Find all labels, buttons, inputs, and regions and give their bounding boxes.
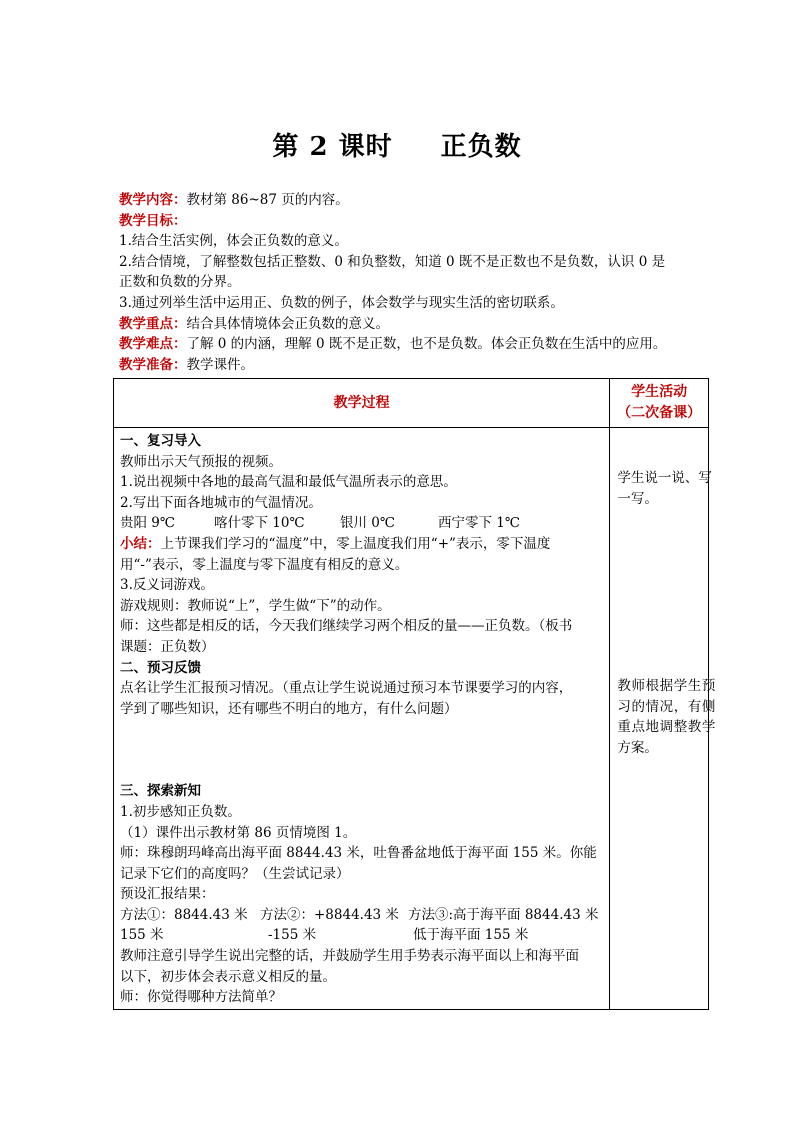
section-2-title: 二、预习反馈 (120, 659, 201, 676)
student-activity-note-2: 教师根据学生预习的情况，有侧重点地调整教学方案。 (617, 678, 716, 756)
goal-1: 1.结合生活实例，体会正负数的意义。 (119, 233, 348, 250)
summary-line (120, 534, 603, 555)
page-title (0, 126, 794, 163)
activity-header-line2: （二次备课） (617, 405, 702, 421)
method-2: 方法②：+8844.43 米 (260, 906, 399, 923)
city-2: 喀什零下 10℃ (214, 515, 305, 532)
prep-label: 教学准备： (119, 356, 187, 373)
text-line: 教师出示天气预报的视频。 (120, 453, 282, 470)
section-3-title: 三、探索新知 (120, 783, 201, 800)
text-line: 教师注意引导学生说出完整的话，并鼓励学生用手势表示海平面以上和海平面 (120, 948, 579, 965)
methods-line-1 (120, 905, 603, 926)
text-line: 以下，初步体会表示意义相反的量。 (120, 968, 336, 985)
key-label: 教学重点： (119, 315, 187, 332)
text-line: 师：你觉得哪种方法简单？ (120, 989, 282, 1006)
student-activity-note-1: 学生说一说、写一写。 (617, 470, 712, 507)
difficulty-label: 教学难点： (119, 336, 187, 353)
summary-text: 上节课我们学习的“温度”中，零上温度我们用“+”表示，零下温度 (160, 535, 551, 552)
table-header-row (114, 379, 709, 428)
text-line: 游戏规则：教师说“上”，学生做“下”的动作。 (120, 597, 391, 614)
key-line (119, 314, 699, 335)
difficulty-line (119, 334, 699, 355)
goal-2b: 正数和负数的分界。 (119, 274, 241, 291)
city-temperature-line (120, 513, 603, 534)
city-4: 西宁零下 1℃ (438, 515, 520, 532)
goals-label: 教学目标： (119, 212, 187, 229)
text-line: （1）课件出示教材第 86 页情境图 1。 (120, 824, 357, 841)
student-activity-content (610, 428, 716, 1010)
section-1-title: 一、复习导入 (120, 433, 201, 449)
lesson-number: 第 2 课时 (272, 132, 393, 162)
lesson-header (119, 190, 699, 375)
process-header (114, 379, 610, 428)
method-1: 方法①：8844.43 米 (120, 906, 248, 923)
text-line: 1.说出视频中各地的最高气温和最低气温所表示的意思。 (120, 474, 457, 491)
content-line (119, 190, 699, 211)
blank-space (120, 719, 603, 781)
difficulty-text: 了解 0 的内涵，理解 0 既不是正数，也不是负数。体会正负数在生活中的应用。 (186, 336, 667, 353)
process-header-label: 教学过程 (333, 394, 390, 411)
prep-line (119, 355, 699, 376)
goal-2a: 2.结合情境，了解整数包括正整数、0 和负整数，知道 0 既不是正数也不是负数，认识 0 是 (119, 253, 666, 270)
text-line: 师：这些都是相反的话，今天我们继续学习两个相反的量——正负数。（板书 (120, 618, 573, 635)
content-label: 教学内容： (119, 192, 187, 208)
teaching-process-table (113, 378, 716, 1010)
text-line: 师：珠穆朗玛峰高出海平面 8844.43 米，吐鲁番盆地低于海平面 155 米。你能 (120, 845, 597, 862)
text-line: 课题：正负数） (120, 638, 215, 655)
text-line: 3.反义词游戏。 (120, 577, 214, 594)
activity-header (610, 379, 709, 428)
text-line: 预设汇报结果： (120, 886, 215, 903)
method-1-value: 155 米 (120, 927, 164, 944)
summary-label: 小结： (120, 535, 161, 552)
goal-3: 3.通过列举生活中运用正、负数的例子，体会数学与现实生活的密切联系。 (119, 294, 564, 311)
city-1: 贵阳 9℃ (120, 515, 175, 532)
goals-line (119, 211, 699, 232)
text-line: 学到了哪些知识，还有哪些不明白的地方，有什么问题） (120, 700, 458, 717)
text-line: 1.初步感知正负数。 (120, 803, 241, 820)
method-2-value: -155 米 (268, 927, 317, 944)
text-line: 用“-”表示，零上温度与零下温度有相反的意义。 (120, 556, 409, 573)
table-body-row (114, 428, 709, 1010)
key-text: 结合具体情境体会正负数的意义。 (186, 315, 389, 332)
text-line: 点名让学生汇报预习情况。（重点让学生说说通过预习本节课要学习的内容， (120, 680, 573, 697)
activity-header-line1: 学生活动 (631, 384, 688, 401)
methods-line-2 (120, 925, 603, 946)
text-line: 2.写出下面各地城市的气温情况。 (120, 494, 322, 511)
prep-text: 教学课件。 (186, 356, 254, 373)
text-line: 记录下它们的高度吗？（生尝试记录） (120, 865, 350, 882)
process-content (114, 428, 610, 1010)
city-3: 银川 0℃ (340, 515, 395, 532)
lesson-topic: 正负数 (440, 132, 522, 162)
method-3-value: 低于海平面 155 米 (413, 927, 529, 944)
method-3: 方法③:高于海平面 8844.43 米 (408, 906, 599, 923)
content-text: 教材第 86~87 页的内容。 (186, 192, 349, 208)
